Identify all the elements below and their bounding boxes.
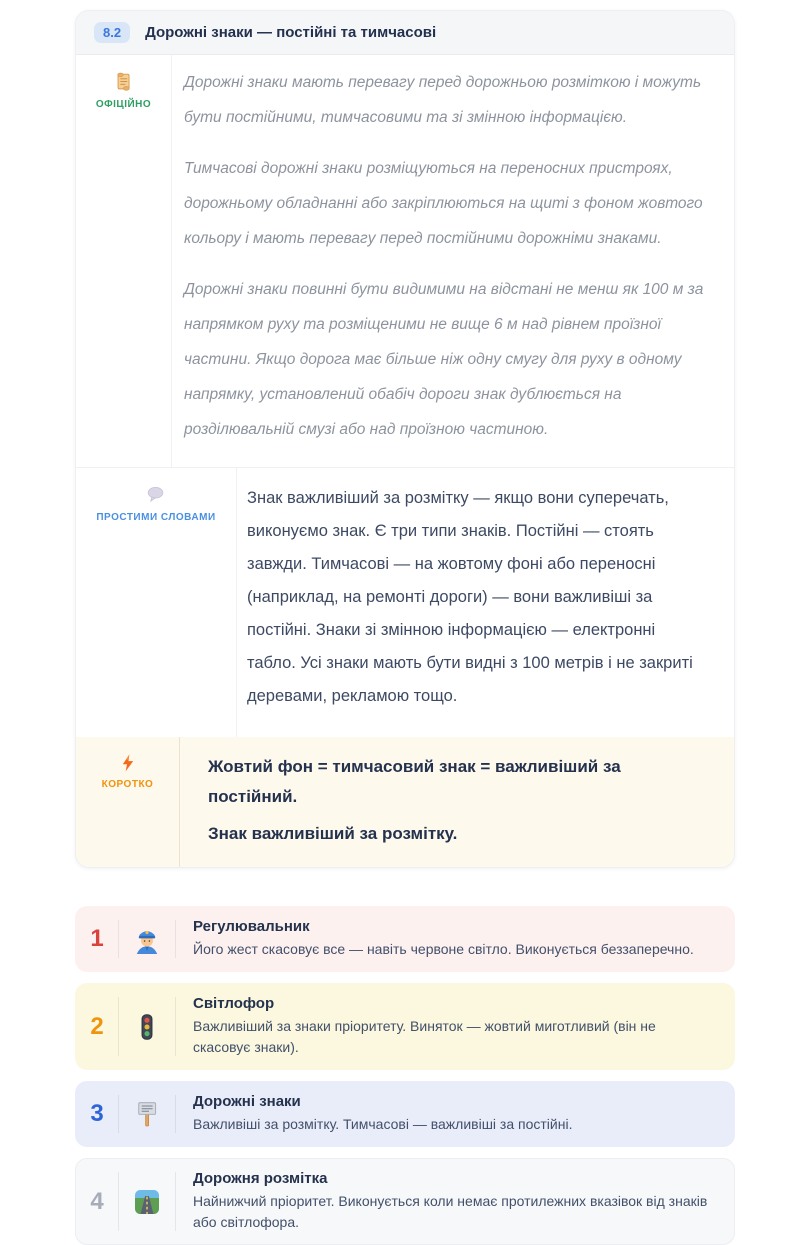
simple-label: ПРОСТИМИ СЛОВАМИ (96, 512, 216, 523)
lightning-icon (118, 753, 138, 773)
priority-number: 4 (90, 1187, 104, 1215)
police-officer-icon (119, 922, 175, 956)
priority-title: Регулювальник (193, 918, 310, 935)
short-label-column (76, 737, 179, 867)
section-simple-words (76, 467, 734, 737)
scroll-icon (113, 71, 135, 93)
official-label-column (76, 55, 171, 467)
priority-number: 1 (90, 925, 104, 952)
rule-card (75, 10, 735, 868)
priority-list (75, 906, 735, 1245)
priority-card-dorozhnya-rozmitka (75, 1158, 735, 1245)
road-sign-icon (119, 1098, 175, 1130)
priority-title: Світлофор (193, 995, 275, 1012)
short-text (179, 737, 734, 867)
official-label: ОФІЦІЙНО (95, 99, 152, 110)
priority-title: Дорожня розмітка (193, 1170, 328, 1187)
short-label: КОРОТКО (101, 779, 154, 790)
traffic-light-icon (119, 1011, 175, 1043)
priority-card-svitlofor (75, 983, 735, 1070)
priority-card-body (176, 918, 708, 960)
official-paragraph: Тимчасові дорожні знаки розміщуються на переносних пристроях, дорожньому обладнанні або закріплюються на щиті з фоном жовтого кольору і мають перевагу перед постійними дорожніми знаками. (184, 160, 703, 247)
short-line: Жовтий фон = тимчасовий знак = важливіший за постійний. (208, 757, 621, 806)
priority-title: Дорожні знаки (193, 1093, 301, 1110)
official-paragraph: Дорожні знаки повинні бути видимими на відстані не менш як 100 м за напрямком руху та розміщеними не вище 6 м над рівнем проїзної частини. Якщо дорога має більше ніж одну смугу для руху в одному напрямку, установлений обабіч дороги знак дублюється на розділювальній смузі або над проїзною частиною. (184, 281, 704, 438)
priority-card-body (176, 995, 708, 1058)
priority-card-body (176, 1093, 708, 1135)
short-line: Знак важливіший за розмітку. (208, 824, 458, 843)
speech-bubble-icon (145, 484, 167, 506)
priority-card-dorozhni-znaky (75, 1081, 735, 1147)
road-marking-icon (119, 1186, 175, 1218)
priority-description: Важливіший за знаки пріоритету. Виняток — жовтий миготливий (він не скасовує знаки). (193, 1018, 656, 1055)
priority-number: 3 (90, 1100, 104, 1127)
rule-title: Дорожні знаки — постійні та тимчасові (145, 24, 437, 41)
rule-header (76, 11, 734, 55)
page (75, 10, 735, 1245)
simple-label-column (76, 468, 236, 737)
priority-description: Його жест скасовує все — навіть червоне світло. Виконується беззаперечно. (193, 941, 694, 957)
section-short (76, 737, 734, 867)
official-text (171, 55, 734, 467)
simple-text: Знак важливіший за розмітку — якщо вони суперечать, виконуємо знак. Є три типи знаків. Постійні — стоять завжди. Тимчасові — на жовтому фоні або переносні (наприклад, на ремонті дороги) — вони важливіші за постійні. Знаки зі змінною інформацією — електронні табло. Усі знаки мають бути видні з 100 метрів і не закриті деревами, рекламою тощо. (236, 468, 734, 737)
priority-card-body (176, 1170, 708, 1233)
section-official (76, 55, 734, 467)
rule-number-badge: 8.2 (94, 22, 130, 43)
priority-description: Найнижчий пріоритет. Виконується коли немає протилежних вказівок від знаків або світлофора. (193, 1193, 708, 1230)
priority-card-regulyuvalnyk (75, 906, 735, 972)
priority-description: Важливіші за розмітку. Тимчасові — важливіші за постійні. (193, 1116, 573, 1132)
official-paragraph: Дорожні знаки мають перевагу перед дорожньою розміткою і можуть бути постійними, тимчасовими та зі змінною інформацією. (184, 74, 702, 126)
priority-number: 2 (90, 1012, 104, 1040)
